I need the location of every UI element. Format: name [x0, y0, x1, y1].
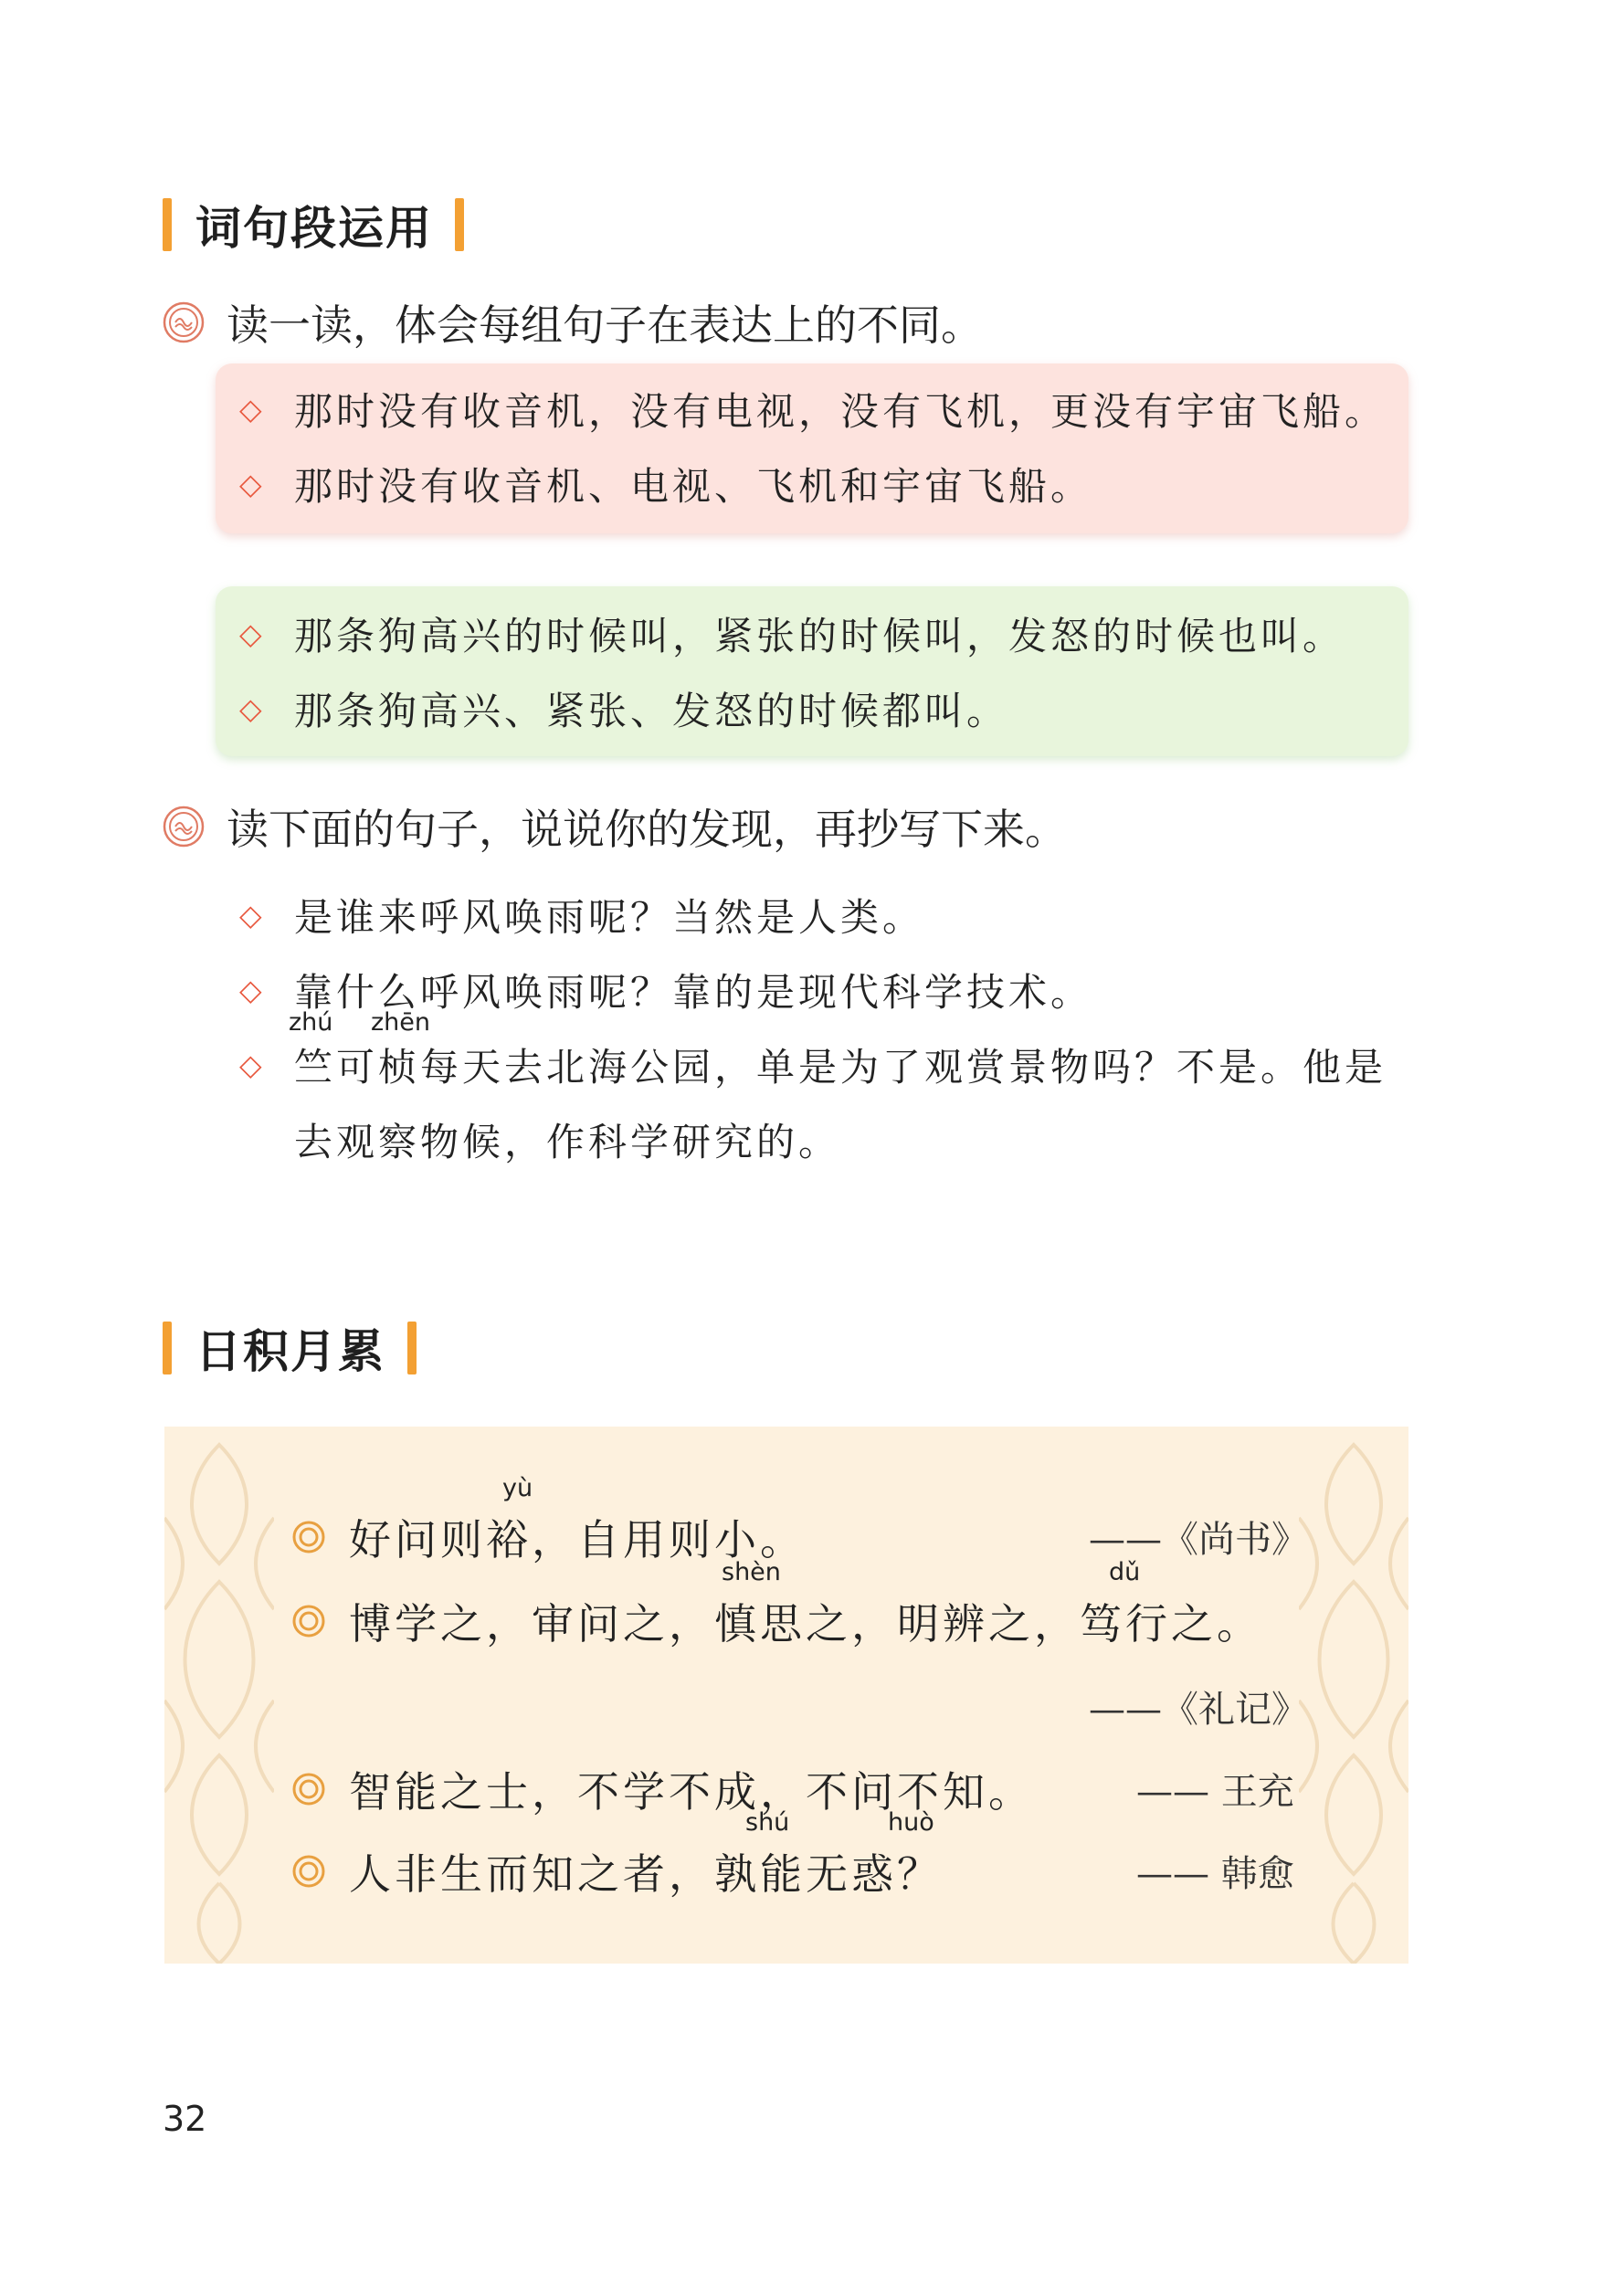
quote-1: 好问则裕，自用则小。: [290, 1507, 806, 1567]
group1-line-1: ◇ 那时没有收音机，没有电视，没有飞机，更没有宇宙飞船。: [239, 389, 1387, 434]
double-circle-icon: [290, 1771, 327, 1807]
floral-ornament-right: [1299, 1427, 1408, 1964]
sentence-3-cont: 去观察物候，作科学研究的。: [294, 1120, 841, 1164]
sentence-3: ◇ 竺可桢每天去北海公园，单是为了观赏景物吗？不是。他是: [239, 1045, 1387, 1090]
diamond-icon: ◇: [239, 898, 262, 932]
section-title-text: 词句段运用: [195, 202, 433, 255]
quote-3: 智能之士，不学不成，不问不知。: [290, 1759, 1034, 1819]
pinyin-zhen: zhēn: [371, 1008, 431, 1037]
quote-1-source: ——《尚书》: [1089, 1519, 1308, 1561]
diamond-icon: ◇: [239, 691, 262, 726]
double-circle-icon: [290, 1519, 327, 1555]
seal-icon: [163, 301, 205, 343]
quote-2-source: ——《礼记》: [1089, 1689, 1308, 1731]
diamond-icon: ◇: [239, 616, 262, 651]
sentence-1: ◇ 是谁来呼风唤雨呢？当然是人类。: [239, 895, 925, 940]
section-title-accumulate: [163, 1319, 417, 1377]
floral-ornament-left: [164, 1427, 274, 1964]
double-circle-icon: [290, 1603, 327, 1639]
double-circle-icon: [290, 1853, 327, 1890]
diamond-icon: ◇: [239, 973, 262, 1007]
pinyin-shen: shèn: [722, 1558, 781, 1586]
title-bar-left: [163, 1322, 172, 1374]
diamond-icon: ◇: [239, 1048, 262, 1082]
group2-line-2: ◇ 那条狗高兴、紧张、发怒的时候都叫。: [239, 689, 1009, 733]
group1-line-2: ◇ 那时没有收音机、电视、飞机和宇宙飞船。: [239, 464, 1093, 509]
seal-icon: [163, 806, 205, 848]
sentence-2: ◇ 靠什么呼风唤雨呢？靠的是现代科学技术。: [239, 970, 1093, 1015]
quote-2: 博学之，审问之，慎思之，明辨之，笃行之。: [290, 1591, 1262, 1651]
instruction-1: [163, 292, 983, 353]
instruction-2: [163, 796, 1067, 857]
quote-4: 人非生而知之者，孰能无惑？: [290, 1841, 943, 1901]
title-bar-right: [455, 198, 464, 251]
pinyin-huo: huò: [888, 1808, 934, 1837]
section-title-text: 日积月累: [195, 1325, 385, 1378]
title-bar-left: [163, 198, 172, 251]
pinyin-shu: shú: [745, 1808, 790, 1837]
page-number: 32: [163, 2099, 207, 2139]
title-bar-right: [407, 1322, 417, 1374]
diamond-icon: ◇: [239, 467, 262, 501]
pinyin-zhu: zhú: [289, 1008, 333, 1037]
pinyin-yu: yù: [502, 1474, 533, 1502]
section-title-words: [163, 195, 464, 254]
instruction-1-text: 读一读，体会每组句子在表达上的不同。: [227, 300, 983, 350]
diamond-icon: ◇: [239, 392, 262, 427]
group2-line-1: ◇ 那条狗高兴的时候叫，紧张的时候叫，发怒的时候也叫。: [239, 614, 1345, 658]
quote-4-source: —— 韩愈: [1136, 1853, 1294, 1895]
quote-3-source: —— 王充: [1136, 1771, 1294, 1813]
pinyin-du: dǔ: [1109, 1558, 1141, 1586]
instruction-2-text: 读下面的句子，说说你的发现，再抄写下来。: [227, 805, 1067, 854]
